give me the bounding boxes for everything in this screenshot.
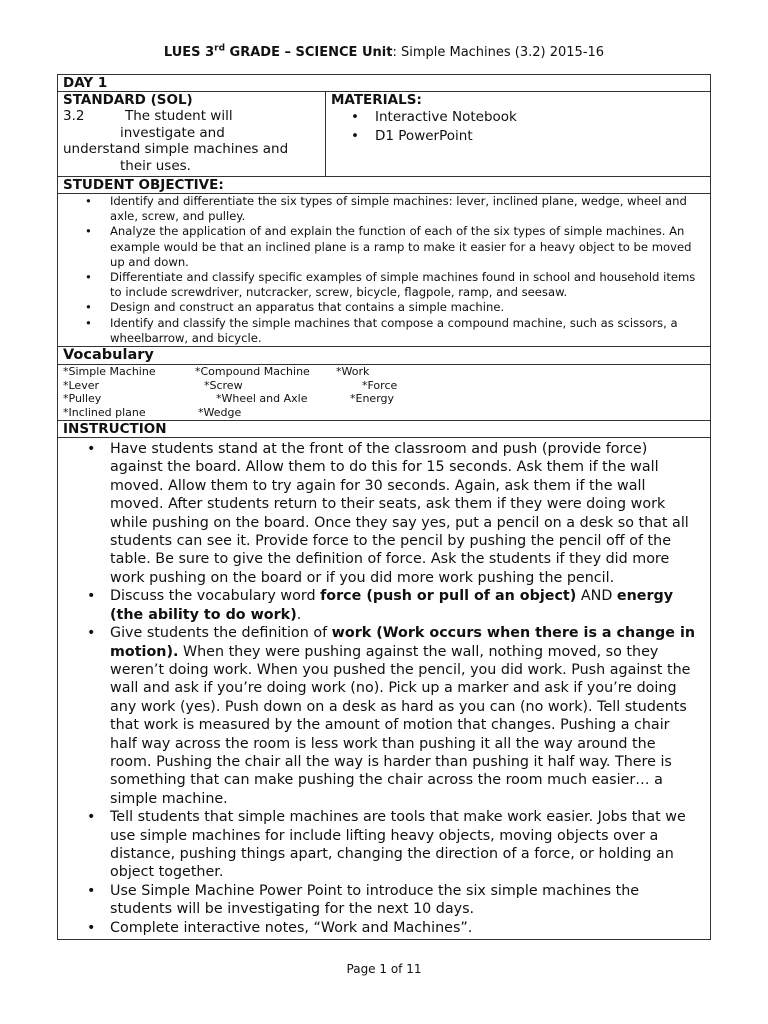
- materials-cell: [326, 92, 710, 176]
- list-item: • Design and construct an apparatus that contains a simple machine.: [85, 300, 702, 315]
- standard-label: STANDARD (SOL): [63, 92, 193, 108]
- list-item: • Identify and differentiate the six types of simple machines: lever, inclined plane, wedge, wheel and axle, screw, and pulley.: [85, 194, 702, 224]
- standard-cell: [58, 92, 326, 176]
- objective-cell: [58, 194, 710, 347]
- materials-list: [331, 108, 705, 146]
- list-item: • Tell students that simple machines are tools that make work easier. Jobs that we use simple machines for include lifting heavy objects, moving objects over a distance, pushing things apart, changing the direction of a force, or holding an object together.: [87, 808, 700, 882]
- list-item: • Differentiate and classify specific examples of simple machines found in school and household items to include screwdriver, nutcracker, screw, bicycle, flagpole, ramp, and seesaw.: [85, 270, 702, 300]
- vocabulary-heading: Vocabulary: [58, 347, 710, 365]
- vocab-word: *Wheel and Axle: [216, 392, 308, 406]
- vocab-word: *Force: [362, 378, 398, 392]
- vocab-word: *Work: [336, 365, 370, 379]
- materials-label: MATERIALS:: [331, 92, 422, 108]
- list-item: • Identify and classify the simple machines that compose a compound machine, such as scissors, a wheelbarrow, and bicycle.: [85, 316, 702, 346]
- vocab-word: *Screw: [204, 378, 243, 392]
- instruction-heading: INSTRUCTION: [58, 421, 710, 438]
- list-item: • Discuss the vocabulary word force (push or pull of an object) AND energy (the ability to do work).: [87, 587, 700, 624]
- day-heading: DAY 1: [58, 75, 710, 92]
- vocab-word: *Pulley: [63, 392, 102, 406]
- vocabulary-grid: [58, 365, 710, 421]
- lesson-plan-table: [57, 74, 711, 940]
- vocab-word: *Wedge: [198, 405, 242, 419]
- page-header: [0, 45, 768, 61]
- list-item: • Complete interactive notes, “Work and Machines”.: [87, 919, 700, 937]
- vocab-word: *Inclined plane: [63, 405, 146, 419]
- list-item: • D1 PowerPoint: [351, 127, 705, 146]
- list-item: • Interactive Notebook: [351, 108, 705, 127]
- header-title-rest: : Simple Machines (3.2) 2015-16: [392, 45, 605, 60]
- list-item: • Give students the definition of work (Work occurs when there is a change in motion). When they were pushing against the wall, nothing moved, so they weren’t doing work. When you pushed the pencil, you did work. Push against the wall and ask if you’re doing work (no). Pick up a marker and ask if you’re doing any work (yes). Push down on a desk as hard as you can (no work). Tell students that work is measured by the amount of motion that changes. Pushing a chair half way across the room is less work than pushing it all the way around the room. Pushing the chair all the way is harder than pushing it half way. There is something that can make pushing the chair across the room much easier… a simple machine.: [87, 624, 700, 808]
- objective-heading: STUDENT OBJECTIVE:: [58, 177, 710, 194]
- header-title-bold: LUES 3rd GRADE – SCIENCE Unit: [163, 43, 393, 60]
- objective-list: [58, 194, 710, 346]
- list-item: • Analyze the application of and explain the function of each of the six types of simple machines. An example would be that an inclined plane is a ramp to make it easier for a heavy object to be moved up and down.: [85, 224, 702, 270]
- standard-materials-row: [58, 92, 710, 177]
- vocab-word: *Simple Machine: [63, 365, 156, 379]
- list-item: • Use Simple Machine Power Point to introduce the six simple machines the students will be investigating for the next 10 days.: [87, 882, 700, 919]
- instruction-cell: [58, 438, 710, 939]
- instruction-list: [58, 438, 710, 939]
- vocab-word: *Compound Machine: [195, 365, 310, 379]
- page-footer: Page 1 of 11: [346, 962, 422, 976]
- standard-number: 3.2: [63, 108, 85, 124]
- list-item: • Have students stand at the front of the classroom and push (provide force) against the board. Allow them to do this for 15 seconds. Ask them if the wall moved. Allow them to try again for 30 seconds. Again, ask them if the wall moved. After students return to their seats, ask them if they were doing work while pushing on the board. Once they say yes, put a pencil on a desk so that all students can see it. Provide force to the pencil by pushing the pencil off of the table. Be sure to give the definition of force. Ask the students if they did more work pushing on the board or if you did more work pushing the pencil.: [87, 440, 700, 587]
- vocab-word: *Energy: [350, 392, 395, 406]
- standard-text: 3.2 The student will investigate and understand simple machines and their uses.: [63, 108, 289, 174]
- vocab-word: *Lever: [63, 378, 100, 392]
